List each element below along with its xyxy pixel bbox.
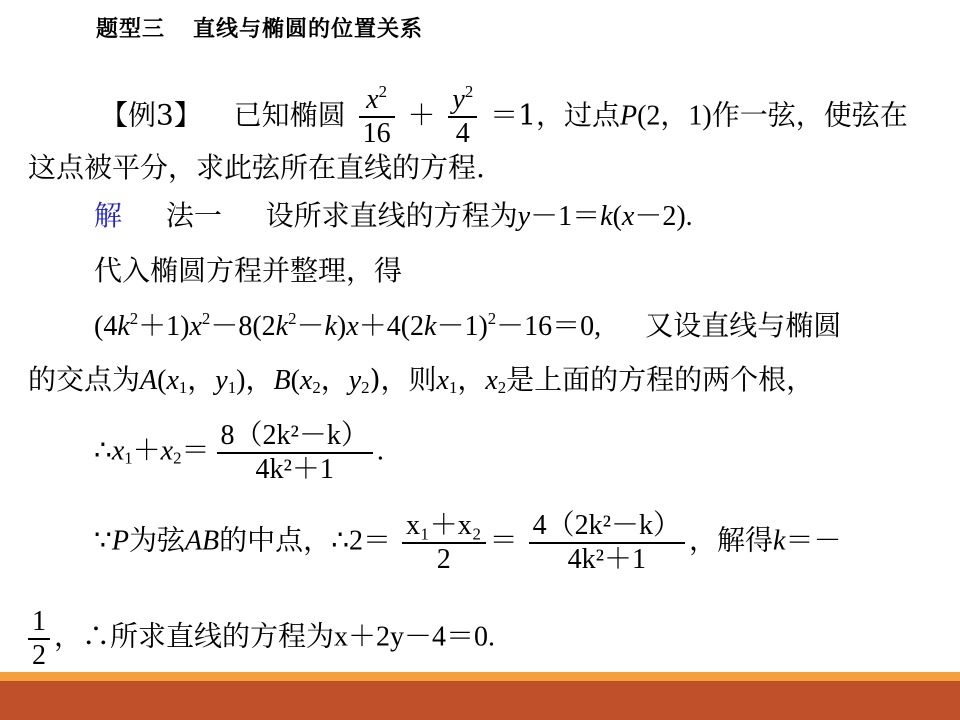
example-line-2: 这点被平分，求此弦所在直线的方程. <box>28 151 485 184</box>
example-intro: 已知椭圆 <box>233 98 346 132</box>
example-rest: 作一弦，使弦在 <box>711 98 908 132</box>
midpoint-line: ∵P为弦AB的中点，∴2＝ $\frac{\text{x₁＋x₂}}{2}$ ＝ $\frac{\text{4（2k²－k）}}{\text{4k²＋1}}$ ，解得k＝－ <box>94 510 842 575</box>
solution-label: 解 <box>94 199 123 232</box>
method-label: 法一 <box>165 199 222 232</box>
fraction-y2-over-4: $\frac{y^2}{4}$ <box>448 84 477 150</box>
title-part1: 题型三 <box>96 16 166 42</box>
point-coords: (2，1) <box>637 100 712 132</box>
solution-line-2: 代入椭圆方程并整理，得 <box>94 254 403 287</box>
sum-fraction: $\frac{\text{8（2k²－k）}}{\text{4k²＋1}}$ <box>217 420 373 486</box>
section-title <box>96 12 423 43</box>
quadratic-equation: $(4k^2+1)x^2-8(2k^2-k)x+4(2k-1)^2-16=0$, 又设直线与椭圆 <box>94 309 842 342</box>
sum-of-roots: $\therefore x_1+x_2=$ $\frac{\text{8（2k²－k）}}{\text{4k²＋1}}$ . <box>94 420 384 485</box>
final-fraction: $\frac{1}{2}$ <box>28 606 50 672</box>
plus-sign: ＋ <box>407 98 436 132</box>
solution-line-1: 解 法一 设所求直线的方程为y－1＝k(x－2). <box>94 199 693 232</box>
fraction-x2-over-16: $\frac{x^2}{16}$ <box>359 84 395 150</box>
midpoint-fraction: $\frac{\text{x₁＋x₂}}{2}$ <box>402 510 486 576</box>
example-line-1 <box>100 84 908 150</box>
midpoint-fraction-2: $\frac{\text{4（2k²－k）}}{\text{4k²＋1}}$ <box>529 510 685 576</box>
footer-bar-orange <box>0 672 960 681</box>
intersection-line: 的交点为$A(x_1$，$y_1$)，$B(x_2$，$y_2$)，则$x_1$，$x_2$是上面的方程的两个根， <box>28 363 815 398</box>
footer-bar-red <box>0 681 960 720</box>
title-part2: 直线与椭圆的位置关系 <box>193 16 424 42</box>
example-label: 【例3】 <box>100 98 202 132</box>
point-p: P <box>619 100 638 132</box>
equals-one: ＝1，过点 <box>490 98 620 132</box>
final-answer-line: $\frac{1}{2}$ ，∴所求直线的方程为x＋2y－4＝0. <box>28 606 495 672</box>
